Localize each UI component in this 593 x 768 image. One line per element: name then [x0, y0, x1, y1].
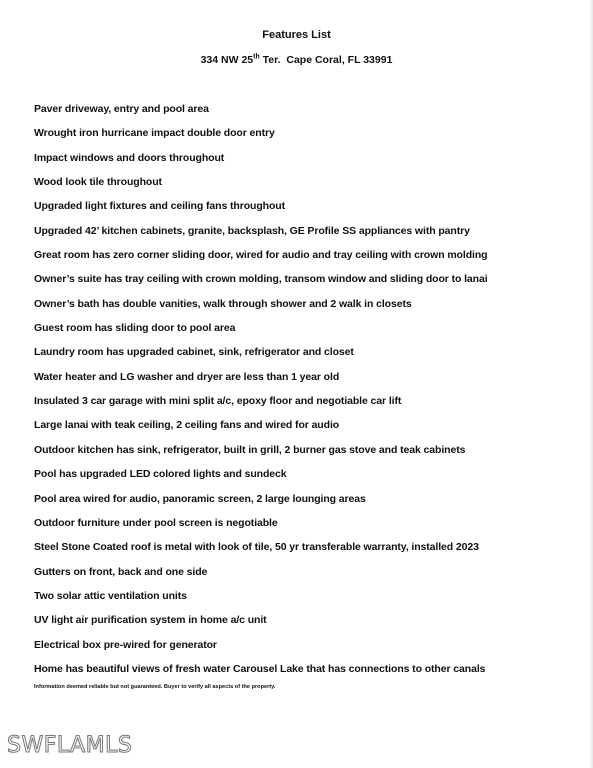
feature-item: Outdoor kitchen has sink, refrigerator, built in grill, 2 burner gas stove and teak cabinets: [34, 443, 466, 456]
feature-item: Paver driveway, entry and pool area: [34, 103, 209, 115]
address-suffix: Ter. Cape Coral, FL 33991: [259, 54, 393, 66]
address-prefix: 334 NW 25: [200, 54, 254, 66]
feature-item: Upgraded 42’ kitchen cabinets, granite, backsplash, GE Profile SS appliances with pantry: [34, 224, 470, 237]
address-ordinal-suffix: th: [253, 53, 260, 61]
feature-item: Laundry room has upgraded cabinet, sink, refrigerator and closet: [34, 346, 354, 359]
feature-item: Insulated 3 car garage with mini split a/c, epoxy floor and negotiable car lift: [34, 395, 402, 408]
feature-item: Guest room has sliding door to pool area: [34, 322, 236, 335]
feature-item: Owner’s suite has tray ceiling with crown molding, transom window and sliding door to lanai: [34, 273, 488, 286]
feature-item: Two solar attic ventilation units: [34, 589, 187, 602]
feature-item: Great room has zero corner sliding door, wired for audio and tray ceiling with crown molding: [34, 249, 488, 262]
feature-item: Pool has upgraded LED colored lights and sundeck: [34, 468, 287, 481]
property-address: [0, 54, 593, 66]
feature-item: Impact windows and doors throughout: [34, 151, 225, 164]
document-title: Features List: [262, 29, 331, 41]
mls-watermark: SWFLAMLS: [7, 733, 133, 758]
feature-item: Electrical box pre-wired for generator: [34, 638, 217, 651]
feature-item: Wrought iron hurricane impact double door entry: [34, 127, 275, 140]
feature-item: Upgraded light fixtures and ceiling fans throughout: [34, 200, 285, 213]
feature-item: Large lanai with teak ceiling, 2 ceiling fans and wired for audio: [34, 419, 340, 432]
feature-item: Outdoor furniture under pool screen is negotiable: [34, 516, 278, 529]
features-list: [34, 101, 579, 685]
disclaimer-text: Information deemed reliable but not guaranteed. Buyer to verify all aspects of the property.: [34, 684, 276, 690]
feature-item: Gutters on front, back and one side: [34, 565, 208, 578]
feature-item: Wood look tile throughout: [34, 176, 162, 189]
feature-item: Water heater and LG washer and dryer are less than 1 year old: [34, 370, 340, 383]
feature-item: UV light air purification system in home a/c unit: [34, 614, 267, 627]
feature-item: Home has beautiful views of fresh water Carousel Lake that has connections to other canals: [34, 662, 486, 675]
page-edge-shadow: [589, 0, 593, 768]
feature-item: Pool area wired for audio, panoramic screen, 2 large lounging areas: [34, 492, 366, 505]
feature-item: Steel Stone Coated roof is metal with look of tile, 50 yr transferable warranty, installed 2023: [34, 541, 479, 554]
feature-item: Owner’s bath has double vanities, walk through shower and 2 walk in closets: [34, 297, 412, 310]
